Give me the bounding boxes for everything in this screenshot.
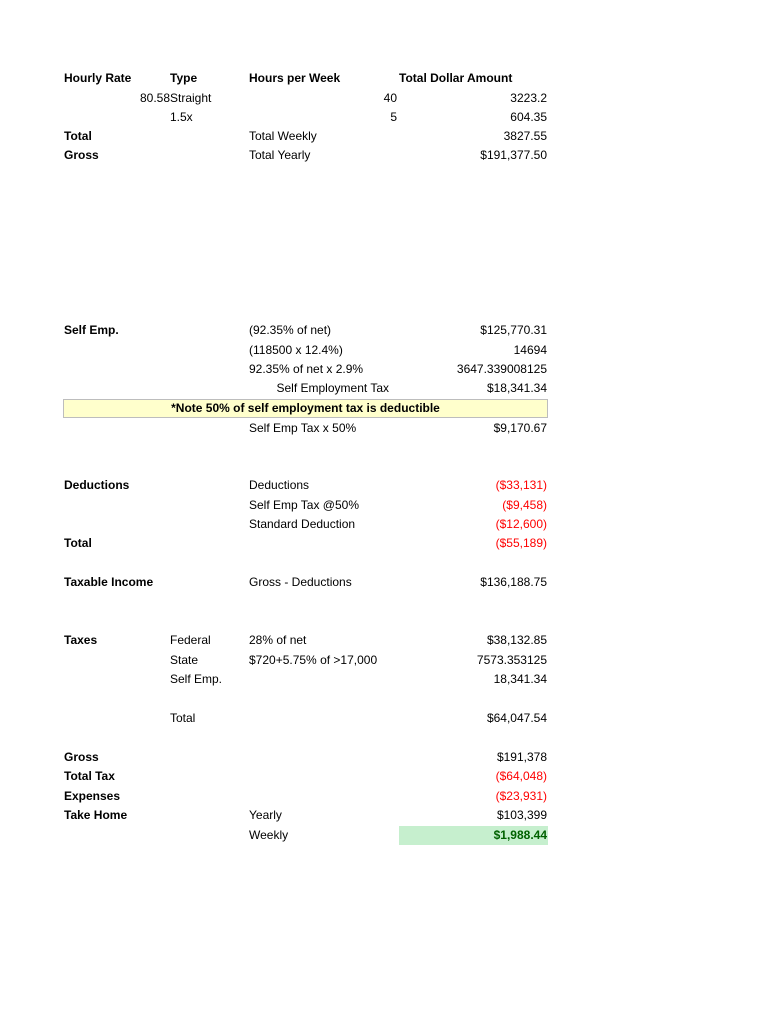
gross-label[interactable]: Gross xyxy=(64,148,99,162)
taxes-self-emp-row xyxy=(0,670,768,689)
straight-label[interactable]: Straight xyxy=(170,91,212,105)
self-emp-row-2 xyxy=(0,341,768,360)
taxes-federal-row xyxy=(0,631,768,650)
total-label[interactable]: Total xyxy=(64,129,92,143)
self-emp-line2-desc[interactable]: (118500 x 12.4%) xyxy=(249,343,343,357)
weekly-value[interactable]: $1,988.44 xyxy=(493,828,547,842)
take-home-label[interactable]: Take Home xyxy=(64,808,128,822)
taxes-self-emp-label[interactable]: Self Emp. xyxy=(170,672,223,686)
self-emp-line3-value[interactable]: 3647.339008125 xyxy=(456,362,547,376)
self-emp-tax-label[interactable]: Self Employment Tax xyxy=(276,381,389,395)
state-value[interactable]: 7573.353125 xyxy=(476,653,547,667)
taxes-total-label[interactable]: Total xyxy=(170,711,196,725)
overtime-label[interactable]: 1.5x xyxy=(170,110,193,124)
summary-gross-row xyxy=(0,748,768,767)
deductions-row-1 xyxy=(0,476,768,495)
header-hourly-rate[interactable]: Hourly Rate xyxy=(64,71,132,85)
self-emp-label[interactable]: Self Emp. xyxy=(64,323,119,337)
deductions-line3-value[interactable]: ($12,600) xyxy=(495,517,547,531)
taxes-label[interactable]: Taxes xyxy=(64,633,98,647)
deductions-line3-desc[interactable]: Standard Deduction xyxy=(249,517,356,531)
hourly-rate-value[interactable]: 80.58 xyxy=(139,91,170,105)
self-emp-row-1 xyxy=(0,321,768,340)
weekly-label[interactable]: Weekly xyxy=(249,828,289,842)
overtime-row xyxy=(0,108,768,127)
deductions-line2-desc[interactable]: Self Emp Tax @50% xyxy=(249,498,360,512)
self-emp-half-label[interactable]: Self Emp Tax x 50% xyxy=(249,421,357,435)
summary-expenses-row xyxy=(0,787,768,806)
total-yearly-value[interactable]: $191,377.50 xyxy=(480,148,547,162)
straight-hours[interactable]: 40 xyxy=(383,91,397,105)
straight-row xyxy=(0,89,768,108)
total-weekly-value[interactable]: 3827.55 xyxy=(503,129,547,143)
deductions-label[interactable]: Deductions xyxy=(64,478,130,492)
header-row xyxy=(0,69,768,88)
self-emp-tax-value[interactable]: $18,341.34 xyxy=(486,381,547,395)
deductions-line1-desc[interactable]: Deductions xyxy=(249,478,310,492)
deductions-total-value[interactable]: ($55,189) xyxy=(495,536,547,550)
summary-yearly-row xyxy=(0,806,768,825)
federal-value[interactable]: $38,132.85 xyxy=(486,633,547,647)
deductions-line2-value[interactable]: ($9,458) xyxy=(502,498,547,512)
summary-total-tax-label[interactable]: Total Tax xyxy=(64,769,115,783)
summary-expenses-label[interactable]: Expenses xyxy=(64,789,121,803)
deductions-total-row xyxy=(0,534,768,553)
overtime-amount[interactable]: 604.35 xyxy=(510,110,547,124)
deductions-total-label[interactable]: Total xyxy=(64,536,92,550)
taxable-income-label[interactable]: Taxable Income xyxy=(64,575,154,589)
taxes-total-value[interactable]: $64,047.54 xyxy=(486,711,547,725)
overtime-hours[interactable]: 5 xyxy=(390,110,397,124)
summary-total-tax-value[interactable]: ($64,048) xyxy=(495,769,547,783)
summary-gross-value[interactable]: $191,378 xyxy=(496,750,547,764)
total-yearly-label[interactable]: Total Yearly xyxy=(249,148,311,162)
state-label[interactable]: State xyxy=(170,653,199,667)
yearly-value[interactable]: $103,399 xyxy=(496,808,547,822)
self-emp-line1-value[interactable]: $125,770.31 xyxy=(480,323,547,337)
total-weekly-label[interactable]: Total Weekly xyxy=(249,129,317,143)
self-emp-half-row xyxy=(0,419,768,438)
taxes-state-row xyxy=(0,651,768,670)
state-desc[interactable]: $720+5.75% of >17,000 xyxy=(249,653,378,667)
federal-desc[interactable]: 28% of net xyxy=(249,633,307,647)
taxable-income-desc[interactable]: Gross - Deductions xyxy=(249,575,352,589)
summary-total-tax-row xyxy=(0,767,768,786)
summary-weekly-row xyxy=(0,826,768,845)
total-yearly-row xyxy=(0,146,768,165)
taxes-total-row xyxy=(0,709,768,728)
summary-gross-label[interactable]: Gross xyxy=(64,750,99,764)
self-emp-row-3 xyxy=(0,360,768,379)
header-hours-per-week[interactable]: Hours per Week xyxy=(249,71,341,85)
deductions-row-3 xyxy=(0,515,768,534)
header-total-dollar-amount[interactable]: Total Dollar Amount xyxy=(399,71,513,85)
deductible-note[interactable]: *Note 50% of self employment tax is deductible xyxy=(171,401,440,415)
taxable-income-value[interactable]: $136,188.75 xyxy=(480,575,547,589)
self-emp-half-value[interactable]: $9,170.67 xyxy=(493,421,547,435)
federal-label[interactable]: Federal xyxy=(170,633,211,647)
self-emp-line2-value[interactable]: 14694 xyxy=(513,343,547,357)
total-weekly-row xyxy=(0,127,768,146)
taxes-self-emp-value[interactable]: 18,341.34 xyxy=(493,672,547,686)
deductions-line1-value[interactable]: ($33,131) xyxy=(495,478,547,492)
yearly-label[interactable]: Yearly xyxy=(249,808,282,822)
self-emp-tax-row xyxy=(0,379,768,398)
summary-expenses-value[interactable]: ($23,931) xyxy=(495,789,547,803)
self-emp-line1-desc[interactable]: (92.35% of net) xyxy=(249,323,332,337)
straight-amount[interactable]: 3223.2 xyxy=(510,91,547,105)
note-row xyxy=(0,399,768,418)
deductions-row-2 xyxy=(0,496,768,515)
header-type[interactable]: Type xyxy=(170,71,198,85)
self-emp-line3-desc[interactable]: 92.35% of net x 2.9% xyxy=(249,362,364,376)
taxable-income-row xyxy=(0,573,768,592)
